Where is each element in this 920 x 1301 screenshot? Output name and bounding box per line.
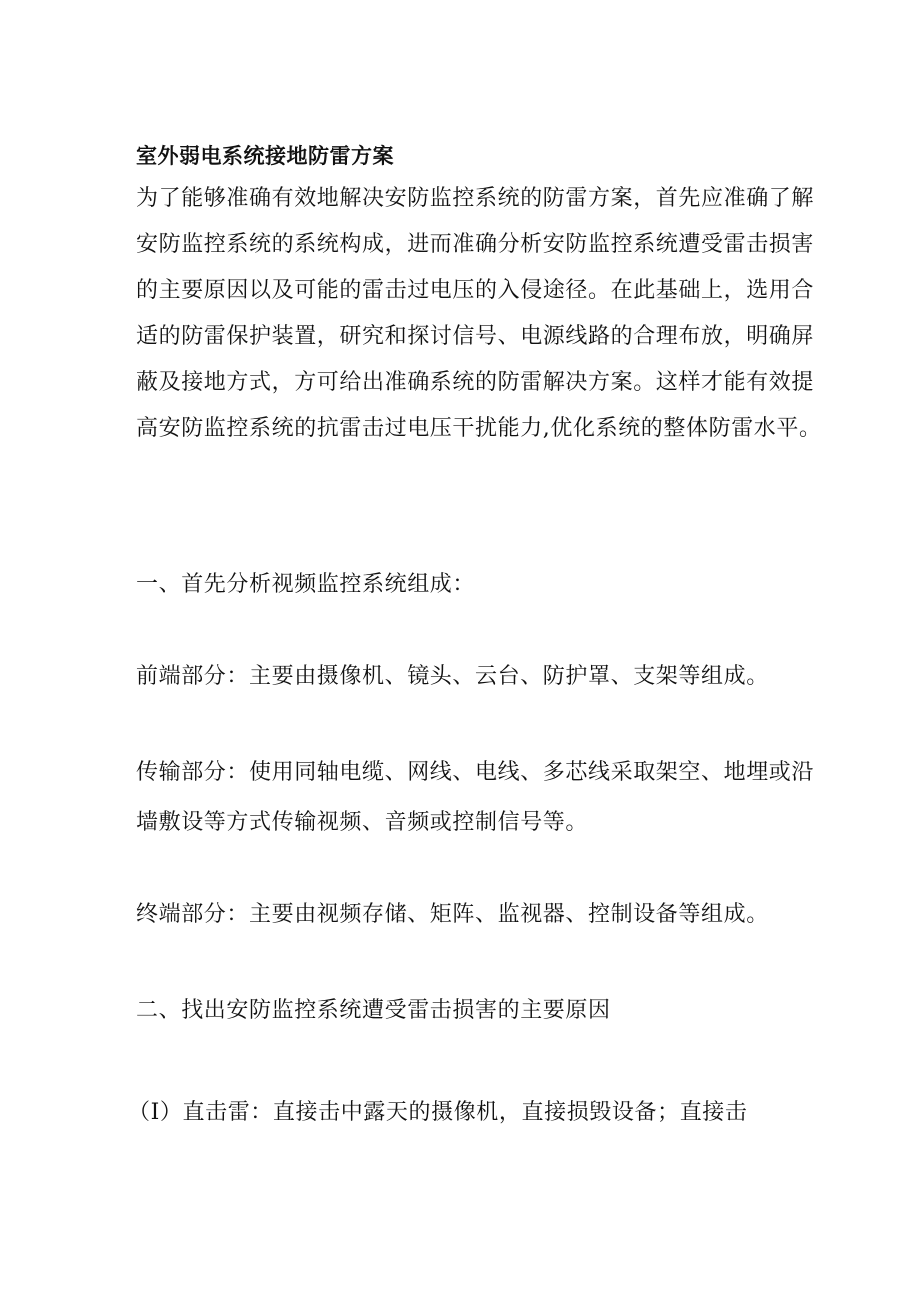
intro-line: 适的防雷保护装置，研究和探讨信号、电源线路的合理布放，明确屏 bbox=[136, 324, 815, 349]
intro-line: 蔽及接地方式，方可给出准确系统的防雷解决方案。这样才能有效提 bbox=[136, 370, 815, 395]
item1-paragraph: （I）直击雷：直接击中露天的摄像机，直接损毁设备；直接击 bbox=[128, 1100, 748, 1125]
section1-heading: 一、首先分析视频监控系统组成： bbox=[136, 572, 476, 597]
intro-paragraph bbox=[136, 176, 822, 452]
front-end-paragraph: 前端部分：主要由摄像机、镜头、云台、防护罩、支架等组成。 bbox=[136, 664, 769, 689]
intro-line: 安防监控系统的系统构成，进而准确分析安防监控系统遭受雷击损害 bbox=[136, 232, 815, 257]
section2-heading: 二、找出安防监控系统遭受雷击损害的主要原因 bbox=[136, 998, 611, 1023]
transmission-paragraph-line: 墙敷设等方式传输视频、音频或控制信号等。 bbox=[136, 810, 589, 835]
intro-line: 的主要原因以及可能的雷击过电压的入侵途径。在此基础上，选用合 bbox=[136, 278, 815, 303]
intro-line: 为了能够准确有效地解决安防监控系统的防雷方案，首先应准确了解 bbox=[136, 186, 815, 211]
terminal-paragraph: 终端部分：主要由视频存储、矩阵、监视器、控制设备等组成。 bbox=[136, 902, 769, 927]
transmission-paragraph-line: 传输部分：使用同轴电缆、网线、电线、多芯线采取架空、地埋或沿 bbox=[136, 760, 815, 785]
document-title: 室外弱电系统接地防雷方案 bbox=[136, 144, 394, 168]
intro-line: 高安防监控系统的抗雷击过电压干扰能力,优化系统的整体防雷水平。 bbox=[136, 416, 822, 441]
